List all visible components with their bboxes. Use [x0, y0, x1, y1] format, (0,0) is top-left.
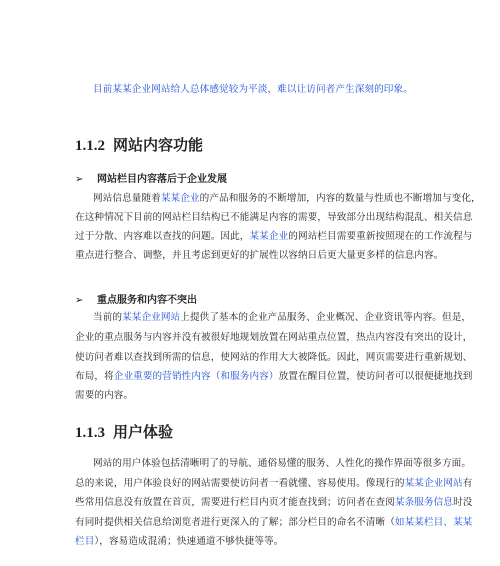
paragraph-line: 企业的重点服务与内容并没有被很好地规划放置在网站重点位置，热点内容没有突出的设计， — [75, 332, 473, 343]
section-title: 网站内容功能 — [113, 136, 204, 154]
text-run: 上提供了基本的企业产品服务、企业概况、企业资讯等内容。但是， — [180, 312, 472, 323]
text-run: 当前的 — [93, 312, 123, 323]
text-run: 布局，将 — [75, 371, 114, 382]
text-run: 有 — [462, 478, 473, 489]
highlight-text: 栏目 — [75, 536, 95, 547]
highlight-text: 某条服务信息 — [394, 497, 454, 508]
paragraph-line: 重点进行整合、调整，并且考虑到更好的扩展性以容纳日后更大量更多样的信息内容。 — [75, 250, 444, 261]
bullet-title: 网站栏目内容落后于企业发展 — [97, 174, 227, 185]
section-number: 1.1.2 — [75, 138, 105, 154]
paragraph-line: 需要的内容。 — [75, 390, 134, 401]
text-run: 些常用信息没有放置在首页，需要进行栏目内页才能查找到；访问者在查阅 — [75, 497, 395, 508]
paragraph-line — [75, 477, 473, 491]
paragraph-line — [75, 370, 473, 384]
highlight-text: 某某企业网站 — [404, 478, 463, 489]
text-run: 网站信息量随着 — [93, 193, 161, 204]
paragraph-line: 网站的用户体验包括清晰明了的导航、通俗易懂的服务、人性化的操作界面等很多方面。 — [93, 458, 472, 469]
bullet-title: 重点服务和内容不突出 — [97, 295, 197, 306]
paragraph-line: 在这种情况下目前的网站栏目结构已不能满足内容的需要，导致部分出现结构混乱、相关信息 — [75, 212, 473, 223]
text-run: 的产品和服务的不断增加，内容的数量与性质也不断增加与变化， — [199, 193, 481, 204]
highlight-text: 某某企业网站 — [122, 312, 181, 323]
text-run: 过于分散、内容难以查找的问题。因此， — [75, 231, 250, 242]
section-heading-1-1-2 — [75, 134, 203, 155]
section-number: 1.1.3 — [75, 425, 105, 441]
paragraph-line — [75, 496, 473, 510]
section-heading-1-1-3 — [75, 421, 173, 442]
paragraph-line — [75, 230, 473, 244]
highlight-text: 某某企业 — [249, 231, 289, 242]
text-run: ），容易造成混淆；快速通道不够快捷等等。 — [94, 536, 284, 547]
section-title: 用户体验 — [113, 423, 174, 441]
highlight-text: 某某企业 — [160, 193, 200, 204]
text-run: 有同时提供相关信息给浏览者进行更深入的了解；部分栏目的命名不清晰（ — [75, 517, 395, 528]
paragraph-line — [75, 535, 447, 549]
text-run: 的网站栏目需要重新按照现在的工作流程与 — [288, 231, 473, 242]
paragraph-line — [75, 516, 473, 530]
bullet-heading-1 — [75, 170, 227, 185]
arrow-bullet-icon: ➢ — [75, 174, 84, 185]
highlight-text: 企业重要的营销性内容（和服务内容） — [113, 371, 279, 382]
text-run: 放置在醒目位置，使访问者可以很便捷地找到 — [278, 371, 473, 382]
text-run: 时没 — [453, 497, 473, 508]
bullet-heading-2 — [75, 291, 197, 306]
paragraph-line — [93, 192, 481, 206]
text-run: 总的来说，用户体验良好的网站需要使访问者一看就懂、容易使用。像现行的 — [75, 478, 405, 489]
paragraph-line: 使访问者难以查找到所需的信息，使网站的作用大大被降低。因此，网页需要进行重新规划、 — [75, 352, 473, 363]
intro-line: 目前某某企业网站给人总体感觉较为平淡，难以让访问者产生深刻的印象。 — [93, 84, 413, 95]
paragraph-line — [93, 311, 472, 325]
arrow-bullet-icon: ➢ — [75, 295, 84, 306]
highlight-text: 如某某栏目、某某 — [394, 517, 473, 528]
